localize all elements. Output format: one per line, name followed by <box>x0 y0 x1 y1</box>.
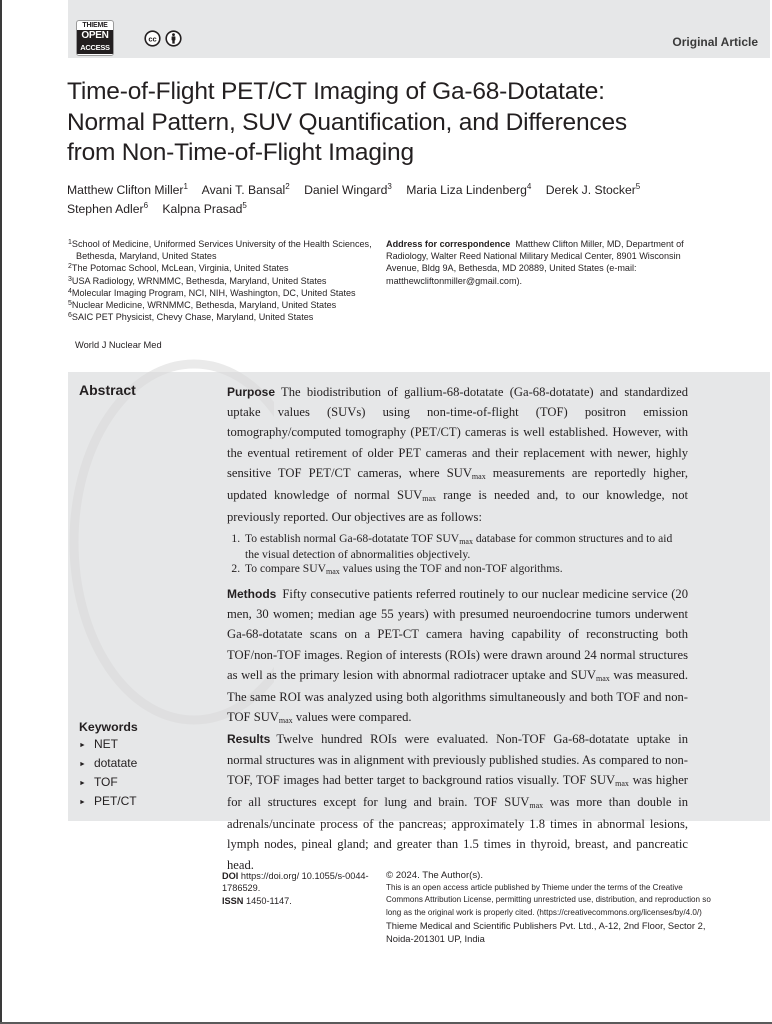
affiliation-text: USA Radiology, WRNMMC, Bethesda, Maryland, United States <box>71 275 327 286</box>
results-text: Twelve hundred ROIs were evaluated. Non-TOF Ga-68-dotatate uptake in normal structures was in alignment with previously published studies. As compared to non-TOF, TOF images had better target to background ratios visually. TOF SUV <box>227 732 688 787</box>
copyright-line: © 2024. The Author(s). <box>386 870 484 881</box>
author-list <box>67 181 707 219</box>
keyword-item: ► NET <box>79 736 138 755</box>
objective-text: values using the TOF and non-TOF algorithms. <box>339 562 563 576</box>
attribution-person-icon <box>165 30 182 47</box>
affiliation-number: 2 <box>68 263 72 271</box>
author-name: Matthew Clifton Miller <box>67 183 184 197</box>
author <box>304 183 392 197</box>
subscript-max: max <box>615 778 629 788</box>
keywords-section <box>79 719 138 812</box>
logo-line-2: OPEN <box>77 30 113 41</box>
objectives-list <box>227 532 688 578</box>
author-affiliation-mark: 4 <box>526 181 532 191</box>
issn-label: ISSN <box>222 895 244 906</box>
abstract-body <box>227 382 688 875</box>
doi-block <box>222 870 372 907</box>
subscript-max: max <box>471 471 486 481</box>
affiliation-text: The Potomac School, McLean, Virginia, United States <box>71 263 289 274</box>
keyword-item: ► PET/CT <box>79 793 138 812</box>
logo-line-1: THIEME <box>82 22 108 29</box>
header-band <box>68 0 770 58</box>
subscript-max: max <box>325 567 340 577</box>
author-affiliation-mark: 1 <box>183 181 188 191</box>
affiliation <box>68 238 378 262</box>
license-block <box>386 869 716 945</box>
keywords-heading: Keywords <box>79 720 138 734</box>
purpose-text: measurements are reportedly higher, updated knowledge of normal SUV <box>227 465 689 503</box>
methods-text: values were compared. <box>292 710 412 725</box>
objective-item <box>243 562 688 578</box>
correspondence-label: Address for correspondence <box>386 239 511 249</box>
abstract-purpose <box>227 382 688 527</box>
objective-text: To compare SUV <box>245 562 326 576</box>
methods-text: was measured. The same ROI was analyzed using both algorithms simultaneously and both TOF and non-TOF SUV <box>227 667 688 725</box>
author-affiliation-mark: 6 <box>143 200 149 210</box>
affiliation-number: 6 <box>68 312 72 320</box>
article-type-label: Original Article <box>672 35 758 49</box>
doi-line <box>222 870 372 895</box>
author-affiliation-mark: 3 <box>387 181 392 191</box>
abstract-results <box>227 729 688 874</box>
subscript-max: max <box>459 537 473 547</box>
title-line: from Non-Time-of-Flight Imaging <box>67 139 414 166</box>
author <box>546 183 641 197</box>
title-line: Time-of-Flight PET/CT Imaging of Ga-68-Dotatate: <box>67 78 605 105</box>
logo-line-3: ACCESS <box>77 41 113 54</box>
keyword-item: ► TOF <box>79 774 138 793</box>
affiliation-text: Nuclear Medicine, WRNMMC, Bethesda, Maryland, United States <box>71 300 337 311</box>
correspondence-text: Matthew Clifton Miller, MD, Department of Radiology, Walter Reed National Military Medical Center, 8901 Wisconsin Avenue, Bldg 9A, Bethesda, MD 20889, United States (e-mail: matthewcliftonmiller@gmail.com). <box>386 239 684 286</box>
article-title <box>67 77 727 169</box>
results-heading: Results <box>227 732 271 747</box>
author <box>162 202 246 216</box>
license-icons <box>144 30 182 47</box>
affiliation <box>68 262 378 274</box>
doi-link[interactable]: https://doi.org/ 10.1055/s-0044-1786529. <box>222 871 369 894</box>
author-name: Derek J. Stocker <box>545 183 636 197</box>
author <box>67 202 148 216</box>
author <box>202 183 290 197</box>
author-affiliation-mark: 5 <box>242 200 247 210</box>
subscript-max: max <box>278 716 293 726</box>
author <box>406 183 531 197</box>
issn-line <box>222 895 372 907</box>
publisher-address: Thieme Medical and Scientific Publishers Pvt. Ltd., A-12, 2nd Floor, Sector 2, Noida-201301 UP, India <box>386 919 706 944</box>
thieme-open-access-logo <box>76 20 114 56</box>
objective-text: database for common structures and to aid the visual detection of abnormalities objectively. <box>245 532 673 561</box>
affiliation-number: 5 <box>68 300 72 308</box>
affiliation-number: 1 <box>68 239 72 246</box>
methods-text: Fifty consecutive patients referred routinely to our nuclear medicine service (20 men, 30 women; median age 55 years) with presumed neuroendocrine tumors underwent Ga-68-dotatate scans on a PET-CT camera having capability of reconstructing both TOF/non-TOF images. Region of interests (ROIs) were drawn around 24 normal structures as well as the primary lesion with abnormal radiotracer uptake and SUV <box>227 586 688 682</box>
page-frame-left <box>0 0 2 1024</box>
affiliation-text: School of Medicine, Uniformed Services University of the Health Sciences, Bethesda, Maryland, United States <box>71 239 372 262</box>
abstract-heading: Abstract <box>79 382 136 398</box>
affiliation-list <box>68 238 378 323</box>
purpose-text: The biodistribution of gallium-68-dotatate (Ga-68-dotatate) and standardized uptake values (SUVs) using non-time-of-flight (TOF) positron emission tomography/computed tomography (PET/CT) cameras is well established. However, with the eventual retirement of older PET cameras and their replacement with newer, highly sensitive TOF PET/CT cameras, where SUV <box>227 385 688 480</box>
affiliation-number: 4 <box>68 287 72 295</box>
author-name: Stephen Adler <box>67 202 144 216</box>
subscript-max: max <box>529 800 544 810</box>
affiliation-text: SAIC PET Physicist, Chevy Chase, Maryland, United States <box>71 312 314 323</box>
affiliation <box>68 311 378 323</box>
results-text: was higher for all structures except for lung and brain. TOF SUV <box>227 772 689 809</box>
objective-item <box>243 532 688 562</box>
svg-text:cc: cc <box>148 34 157 44</box>
subscript-max: max <box>422 494 437 504</box>
affiliation <box>68 275 378 287</box>
author-name: Maria Liza Lindenberg <box>406 183 527 197</box>
doi-label: DOI <box>222 871 239 881</box>
abstract-methods <box>227 584 688 729</box>
author-name: Kalpna Prasad <box>162 202 243 216</box>
issn-value: 1450-1147. <box>246 895 292 906</box>
title-line: Normal Pattern, SUV Quantification, and Differences <box>67 108 627 136</box>
license-text: This is an open access article published by Thieme under the terms of the Creative Commons Attribution License, permitting unrestricted use, distribution, and reproduction so long as the original work is properly cited. (https://creativecommons.org/licenses/by/4.0/) <box>386 883 711 917</box>
purpose-text: range is needed and, to our knowledge, not previously reported. Our objectives are as follows: <box>227 488 688 525</box>
objective-text: To establish normal Ga-68-dotatate TOF SUV <box>245 532 460 546</box>
affiliation-text: Molecular Imaging Program, NCI, NIH, Washington, DC, United States <box>71 287 356 298</box>
keyword-item: ► dotatate <box>79 755 138 774</box>
affiliation-number: 3 <box>68 275 72 283</box>
author-name: Avani T. Bansal <box>201 183 286 197</box>
author-affiliation-mark: 2 <box>285 181 290 191</box>
affiliation <box>68 299 378 311</box>
affiliation <box>68 287 378 299</box>
cc-icon <box>144 30 161 47</box>
author-name: Daniel Wingard <box>304 183 388 197</box>
author-affiliation-mark: 5 <box>635 181 641 191</box>
subscript-max: max <box>596 673 610 683</box>
methods-heading: Methods <box>227 586 277 601</box>
author <box>67 183 188 197</box>
purpose-heading: Purpose <box>227 385 276 399</box>
journal-name: World J Nuclear Med <box>75 340 162 350</box>
correspondence-address <box>386 238 686 287</box>
results-text: was more than double in adrenals/uncinate process of the pancreas; approximately 1.8 times in abnormal lesions, lymph nodes, pineal gland; and greater than 1.5 times in thyroid, breast, and pancreatic head. <box>227 794 688 872</box>
